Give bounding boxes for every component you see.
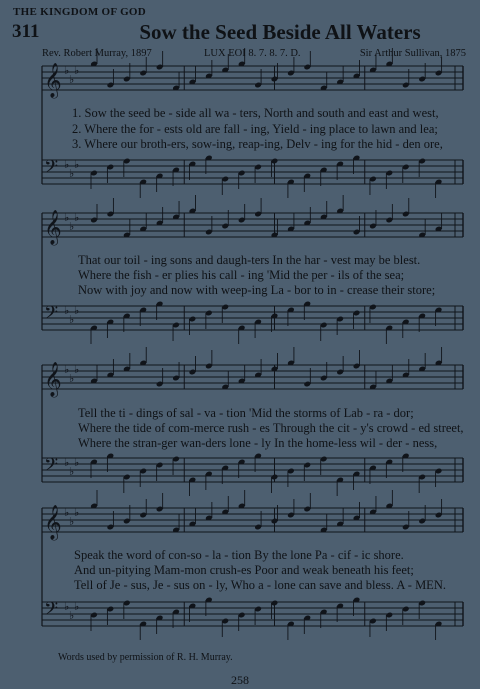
- composer-credit: Sir Arthur Sullivan, 1875: [359, 48, 466, 59]
- flat-icon: ♭: [64, 363, 70, 376]
- lyric-line: 2. Where the for - ests old are fall - ing, Yield - ing place to lawn and lea;: [72, 122, 438, 136]
- permission-footnote: Words used by permission of R. H. Murray.: [58, 652, 233, 663]
- lyric-line: 1. Sow the seed be - side all wa - ters, North and south and east and west,: [72, 106, 439, 120]
- bass-clef-icon: 𝄢: [44, 455, 59, 480]
- page-number: 258: [231, 673, 249, 687]
- flat-icon: ♭: [69, 465, 75, 478]
- treble-clef-icon: 𝄞: [44, 63, 62, 98]
- flat-icon: ♭: [74, 456, 80, 469]
- flat-icon: ♭: [74, 64, 80, 77]
- hymn-number: 311: [12, 21, 40, 42]
- flat-icon: ♭: [69, 515, 75, 528]
- lyric-line: That our toil - ing sons and daugh-ters In the har - vest may be blest.: [78, 253, 421, 267]
- flat-icon: ♭: [69, 73, 75, 86]
- bass-clef-icon: 𝄢: [44, 303, 59, 328]
- flat-icon: ♭: [64, 506, 70, 519]
- flat-icon: ♭: [64, 64, 70, 77]
- lyric-line: And un-pitying Mam-mon crush-es Poor and weak beneath his feet;: [74, 563, 414, 577]
- bass-clef-icon: 𝄢: [44, 599, 59, 624]
- flat-icon: ♭: [64, 600, 70, 613]
- flat-icon: ♭: [74, 211, 80, 224]
- flat-icon: ♭: [69, 220, 75, 233]
- lyric-line: Tell the ti - dings of sal - va - tion 'Mid the storms of Lab - ra - dor;: [78, 406, 414, 420]
- hymn-title: Sow the Seed Beside All Waters: [139, 20, 421, 44]
- lyric-line: Where the fish - er plies his call - ing 'Mid the per - ils of the sea;: [78, 268, 405, 282]
- flat-icon: ♭: [69, 167, 75, 180]
- lyric-line: Speak the word of con-so - la - tion By the lone Pa - cif - ic shore.: [74, 548, 404, 562]
- section-heading: THE KINGDOM OF GOD: [13, 6, 147, 18]
- lyric-line: 3. Where our broth-ers, sow-ing, reap-ing, Delv - ing for the hid - den ore,: [72, 137, 443, 151]
- lyric-line: Where the tide of com-merce rush - es Through the cit - y's crowd - ed street,: [78, 421, 464, 435]
- lyric-line: Tell of Je - sus, Je - sus on - ly, Who a - lone can save and bless. A - MEN.: [74, 578, 446, 592]
- lyric-line: Now with joy and now with weep-ing La - bor to in - crease their store;: [78, 283, 436, 297]
- flat-icon: ♭: [74, 600, 80, 613]
- treble-clef-icon: 𝄞: [44, 210, 62, 245]
- treble-clef-icon: 𝄞: [44, 362, 62, 397]
- flat-icon: ♭: [74, 158, 80, 171]
- flat-icon: ♭: [64, 211, 70, 224]
- flat-icon: ♭: [69, 313, 75, 326]
- flat-icon: ♭: [74, 304, 80, 317]
- flat-icon: ♭: [74, 363, 80, 376]
- lyric-line: Where the stran-ger wan-ders lone - ly In the home-less wil - der - ness,: [78, 436, 438, 450]
- flat-icon: ♭: [69, 609, 75, 622]
- bass-clef-icon: 𝄢: [44, 157, 59, 182]
- flat-icon: ♭: [64, 158, 70, 171]
- flat-icon: ♭: [74, 506, 80, 519]
- flat-icon: ♭: [69, 372, 75, 385]
- treble-clef-icon: 𝄞: [44, 505, 62, 540]
- flat-icon: ♭: [64, 304, 70, 317]
- author-credit: Rev. Robert Murray, 1897: [42, 48, 152, 59]
- tune-name: LUX EOI 8. 7. 8. 7. D.: [204, 48, 301, 59]
- flat-icon: ♭: [64, 456, 70, 469]
